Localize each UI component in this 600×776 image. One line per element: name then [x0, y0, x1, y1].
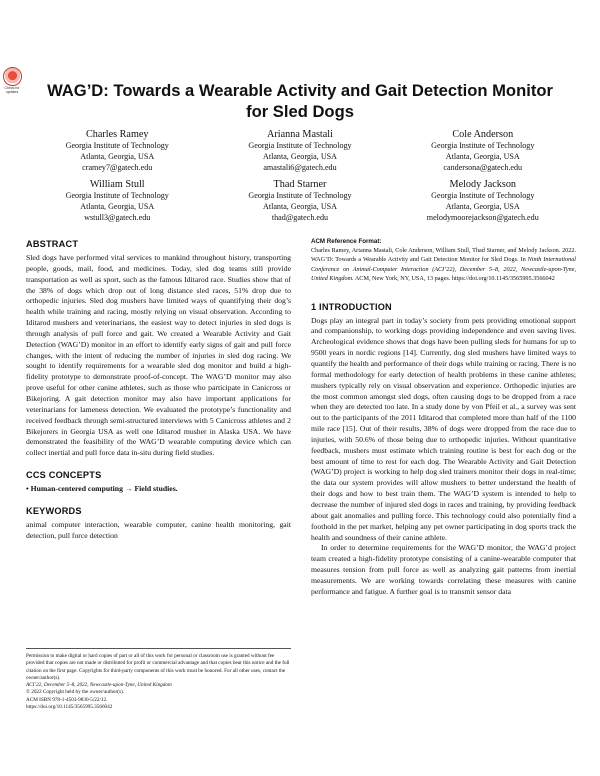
author-name: Arianna Mastali — [267, 129, 333, 140]
author-email: wstull3@gatech.edu — [84, 212, 151, 222]
paper-title: WAG’D: Towards a Wearable Activity and Gait Detection Monitor for Sled Dogs — [47, 81, 553, 121]
author-location: Atlanta, Georgia, USA — [445, 151, 520, 161]
author-location: Atlanta, Georgia, USA — [262, 151, 338, 161]
crossmark-icon — [3, 67, 22, 86]
author-location: Atlanta, Georgia, USA — [80, 202, 155, 212]
isbn-line: ACM ISBN 978-1-4503-9830-5/22/12. — [26, 696, 108, 703]
keywords-heading: KEYWORDS — [26, 505, 82, 516]
author-email: thad@gatech.edu — [271, 212, 329, 222]
footnote — [26, 648, 291, 711]
abstract-heading: ABSTRACT — [26, 239, 79, 249]
introduction-heading: 1 INTRODUCTION — [311, 301, 392, 312]
permission-notice: Permission to make digital or hard copies of part or all of this work for personal or classroom use is granted without fee provided that copies are not made or distributed for profit or commercial advantage and that copies bear this notice and the full citation on the first page. Copyrights for third-party components of this work must be honored. For all other uses, contact the owner/author(s). — [26, 653, 290, 681]
author-email: amastali6@gatech.edu — [263, 162, 337, 172]
doi-link[interactable]: https://doi.org/10.1145/3565995.3566042 — [26, 704, 113, 711]
author — [26, 128, 208, 173]
introduction-paragraph-2: In order to determine requirements for the WAG’D monitor, the WAG’d project team created a high-fidelity prototype consisting of a canine-wearable computer that measures tension from pull force as well as analyzing gait patterns from inertial measurements. We are working towards correlating these measures with canine performance and fatigue. A further goal is to transmit sensor data — [311, 543, 576, 596]
author-affiliation: Georgia Institute of Technology — [65, 141, 169, 150]
author-email: cramey7@gatech.edu — [82, 162, 153, 172]
check-for-updates-badge[interactable] — [1, 67, 23, 94]
author-location: Atlanta, Georgia, USA — [262, 202, 338, 212]
right-column — [311, 238, 576, 598]
author — [392, 178, 574, 223]
author-affiliation: Georgia Institute of Technology — [431, 191, 535, 201]
author-row-1 — [26, 128, 574, 173]
ccs-heading: CCS CONCEPTS — [26, 470, 102, 481]
left-column — [26, 238, 291, 542]
copyright-line: © 2022 Copyright held by the owner/author(s). — [26, 689, 125, 696]
acm-reference-venue: Ninth International Conference on Animal-Computer Interaction (ACI’22), December 5–8, 2022, Newcastle-upon-Tyne, United Kingdom. — [311, 256, 577, 283]
author-name: Thad Starner — [273, 179, 327, 191]
ccs-text: • Human-centered computing → Field studies. — [26, 484, 178, 494]
acm-reference-label: ACM Reference Format: — [311, 238, 382, 245]
author-name: William Stull — [89, 179, 145, 191]
author-affiliation: Georgia Institute of Technology — [248, 191, 352, 201]
author-location: Atlanta, Georgia, USA — [80, 151, 155, 161]
author — [392, 128, 574, 173]
author-email: melodymoorejackson@gatech.edu — [426, 212, 539, 222]
author-affiliation: Georgia Institute of Technology — [248, 141, 352, 150]
author — [26, 178, 208, 223]
author-block — [26, 128, 574, 229]
author-row-2 — [26, 178, 574, 223]
author — [209, 128, 391, 173]
author-name: Charles Ramey — [85, 129, 149, 140]
keywords-text: animal computer interaction, wearable computer, canine health monitoring, gait detection, pull force detection — [26, 519, 291, 540]
introduction-paragraph-1: Dogs play an integral part in today’s society from pets providing emotional support and companionship, to working dogs providing independence and even saving lives. Archeological evidence shows that dogs have been pulling sleds for humans for up to 9500 years in nordic regions [14]. Currently, dog sled mushers have limited ways to quantify the health and performance of their dogs while training or racing. There is no formal methodology for early detection of health problems in these canine athletes; mushers typically rely on visual observation and experience. Orthopedic injuries are the most common amongst sled dogs, often causing dogs to be dropped from a race when they are detected too late. In a study done by von Pfeil et al., a survey was sent out to the participants of the 2011 Iditarod that completed more than half of the 1100 mile race [15]. Out of their results, 38% of dogs were dropped from the race due to injuries, with 50.6% of those being due to orthopedic injuries. Without quantitative feedback, mushers must estimate which training routine is best for each dog or the best amount of time to rest for each dog. The Wearable Activity and Gait Detection (WAG’D) project is working to help dog sled trainers monitor their dogs in real-time; the data our system provides will allow mushers to better understand the health of their dogs and how to best train them. The WAG’D system is intended to help to decrease the number of injured sled dogs in races and training, by providing feedback about gait anomalies and pulling force. This technology could also potentially find a foothold in the pet market, helping any pet owner participating in dog sports track the health and soundness of their canine athlete. — [311, 315, 576, 542]
author-email: candersona@gatech.edu — [443, 162, 523, 172]
author-location: Atlanta, Georgia, USA — [445, 202, 520, 212]
conference-venue-text: ACI’22, December 5–8, 2022, Newcastle-upon-Tyne, United Kingdom — [26, 682, 172, 689]
author-name: Cole Anderson — [452, 129, 514, 140]
author-affiliation: Georgia Institute of Technology — [65, 191, 169, 201]
author — [209, 178, 391, 223]
author-name: Melody Jackson — [449, 179, 517, 191]
badge-text: Check for updates — [4, 86, 20, 94]
acm-reference-text — [311, 246, 576, 284]
acm-reference-authors: Charles Ramey, Arianna Mastali, Cole Anderson, William Stull, Thad Starner, and Melody Jackson. 2022. WAG’D: Towards a Wearable Activity and Gait Detection Monitor for Sled Dogs. In — [311, 247, 576, 264]
author-affiliation: Georgia Institute of Technology — [431, 141, 535, 150]
acm-reference-rest: ACM, New York, NY, USA, 13 pages. https://doi.org/10.1145/3565995.3566042 — [354, 275, 555, 283]
abstract-text: Sled dogs have performed vital services to mankind throughout history, transporting people, goods, mail, food, and medicines. Today, sled dog teams still provide transportation as well as sport, such as the famous Iditarod race. Studies show that of the 38% of dogs which drop out of long distance sled races, 51% drop due to orthopedic injuries. Sled dog mushers have limited ways of quantifying their dog’s health while training and racing, mostly relying on visual observation. According to Iditarod mushers and veterinarians, the easiest way to detect injuries in sled dogs is through analysis of pull force and gait. We created a Wearable Activity and Gait Detection (WAG’D) monitor in an effort to identify early signs of gait and pull force changes, with the intent of reducing the number of injuries in sled dog racing. We sought to identify requirements for a wearable sled dog monitor and build a high-fidelity prototype to demonstrate proof-of-concept. The WAG’D monitor may also prove useful for other canine athletes, such as those who participate in Canicross or Bikejoring. A gait detection monitor may also have important applications for veterinarians for lameness detection. We evaluated the prototype’s functionality and received feedback through semi-structured interviews with 5 Canicross athletes and 2 Bikejorers in Georgia USA as well one Iditarod musher in Alaska USA. We have demonstrated the feasibility of the WAG’D wearable computing device which can collect inertial and pull force data in-situ during field studies. — [26, 253, 291, 458]
